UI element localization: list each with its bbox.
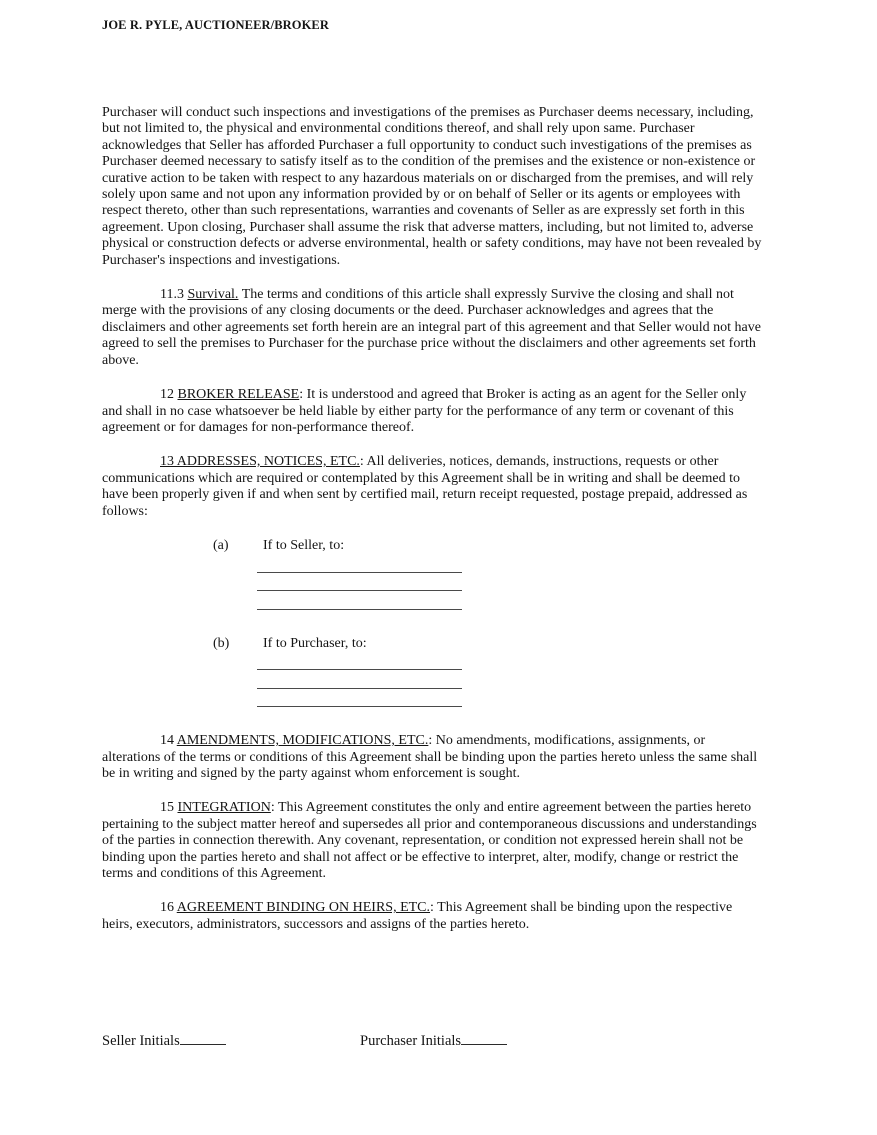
notice-letter-b: (b) [213, 635, 230, 651]
fill-in-line [257, 652, 462, 670]
section-separator: : [359, 454, 367, 470]
notice-block-seller [102, 538, 765, 610]
section-16-binding-on-heirs [102, 900, 765, 933]
seller-initials [102, 1029, 226, 1049]
section-12-broker-release [102, 387, 765, 436]
fill-in-line [257, 573, 462, 591]
section-11-3-survival [102, 287, 765, 369]
section-separator: : [428, 733, 436, 749]
section-separator: : [299, 387, 307, 403]
section-title: INTEGRATION [177, 800, 271, 816]
page-header: JOE R. PYLE, AUCTIONEER/BROKER [102, 18, 329, 32]
section-separator: : [430, 900, 438, 916]
purchaser-initials-label: Purchaser Initials [360, 1033, 462, 1049]
section-title: AMENDMENTS, MODIFICATIONS, ETC. [176, 733, 429, 749]
section-body: No amendments, modifications, assignments, or alterations of the terms or conditions of this Agreement shall be binding upon the parties hereto unless the same shall be in writing and signed by the party against whom enforcement is sought. [102, 733, 758, 781]
notice-block-purchaser [102, 636, 765, 708]
section-title: AGREEMENT BINDING ON HEIRS, ETC. [176, 900, 431, 916]
section-title: Survival. [187, 287, 239, 303]
purchaser-address-lines [257, 652, 462, 707]
section-14-amendments [102, 733, 765, 782]
section-number: 12 [160, 387, 178, 403]
section-title: 13 ADDRESSES, NOTICES, ETC. [160, 454, 360, 470]
fill-in-line [257, 670, 462, 688]
notice-text-seller: If to Seller, to: [263, 537, 345, 553]
section-15-integration [102, 800, 765, 882]
seller-initials-label: Seller Initials [102, 1033, 180, 1049]
section-13-addresses-notices [102, 454, 765, 520]
section-body: All deliveries, notices, demands, instructions, requests or other communications which are required or contemplated by this Agreement shall be in writing and shall be deemed to have been properly given if and when sent by certified mail, return receipt requested, postage prepaid, addressed as follows: [102, 454, 748, 519]
fill-in-line [257, 689, 462, 707]
section-title: BROKER RELEASE [177, 387, 300, 403]
section-body: It is understood and agreed that Broker is acting as an agent for the Seller only and shall in no case whatsoever be held liable by either party for the performance of any term or covenant of this agreement or for damages for non-performance thereof. [102, 387, 747, 435]
section-number: 16 [160, 900, 177, 916]
section-number: 11.3 [160, 287, 188, 303]
intro-paragraph: Purchaser will conduct such inspections and investigations of the premises as Purchaser deems necessary, including, but not limited to, the physical and environmental conditions thereof, and shall rely upon same. Purchaser acknowledges that Seller has afforded Purchaser a full opportunity to conduct such investigations of the premises as Purchaser deemed necessary to satisfy itself as to the condition of the premises and the existence or non-existence or curative action to be taken with respect to any hazardous materials on or discharged from the premises, and will rely solely upon same and not upon any information provided by or on behalf of Seller or its agents or employees with respect thereto, other than such representations, warranties and covenants of Seller as are expressly set forth in this agreement. Upon closing, Purchaser shall assume the risk that adverse matters, including, but not limited to, adverse physical or construction defects or adverse environmental, health or safety conditions, may have not been revealed by Purchaser's inspections and investigations. [102, 105, 762, 268]
section-separator: : [270, 800, 278, 816]
seller-initials-line [180, 1029, 226, 1045]
section-body: The terms and conditions of this article shall expressly Survive the closing and shall not merge with the provisions of any closing documents or the deed. Purchaser acknowledges and agrees that the disclaimers and other agreements set forth herein are an integral part of this agreement and that Seller would not have agreed to sell the premises to Purchaser for the purchase price without the disclaimers and other agreements set forth above. [102, 287, 761, 368]
purchaser-initials [360, 1029, 507, 1049]
notice-letter-a: (a) [213, 537, 229, 553]
purchaser-initials-line [461, 1029, 507, 1045]
section-number: 15 [160, 800, 178, 816]
section-number: 14 [160, 733, 177, 749]
section-body: This Agreement shall be binding upon the respective heirs, executors, administrators, successors and assigns of the parties hereto. [102, 900, 733, 932]
section-body: This Agreement constitutes the only and entire agreement between the parties hereto pertaining to the subject matter hereof and supersedes all prior and contemporaneous discussions and understandings of the parties in connection therewith. Any covenant, representation, or condition not expressed herein shall not be binding upon the parties hereto and shall not affect or be effective to interpret, alter, modify, change or restrict the terms and conditions of this Agreement. [102, 800, 757, 881]
notice-text-purchaser: If to Purchaser, to: [263, 635, 367, 651]
fill-in-line [257, 554, 462, 572]
fill-in-line [257, 591, 462, 609]
seller-address-lines [257, 554, 462, 609]
